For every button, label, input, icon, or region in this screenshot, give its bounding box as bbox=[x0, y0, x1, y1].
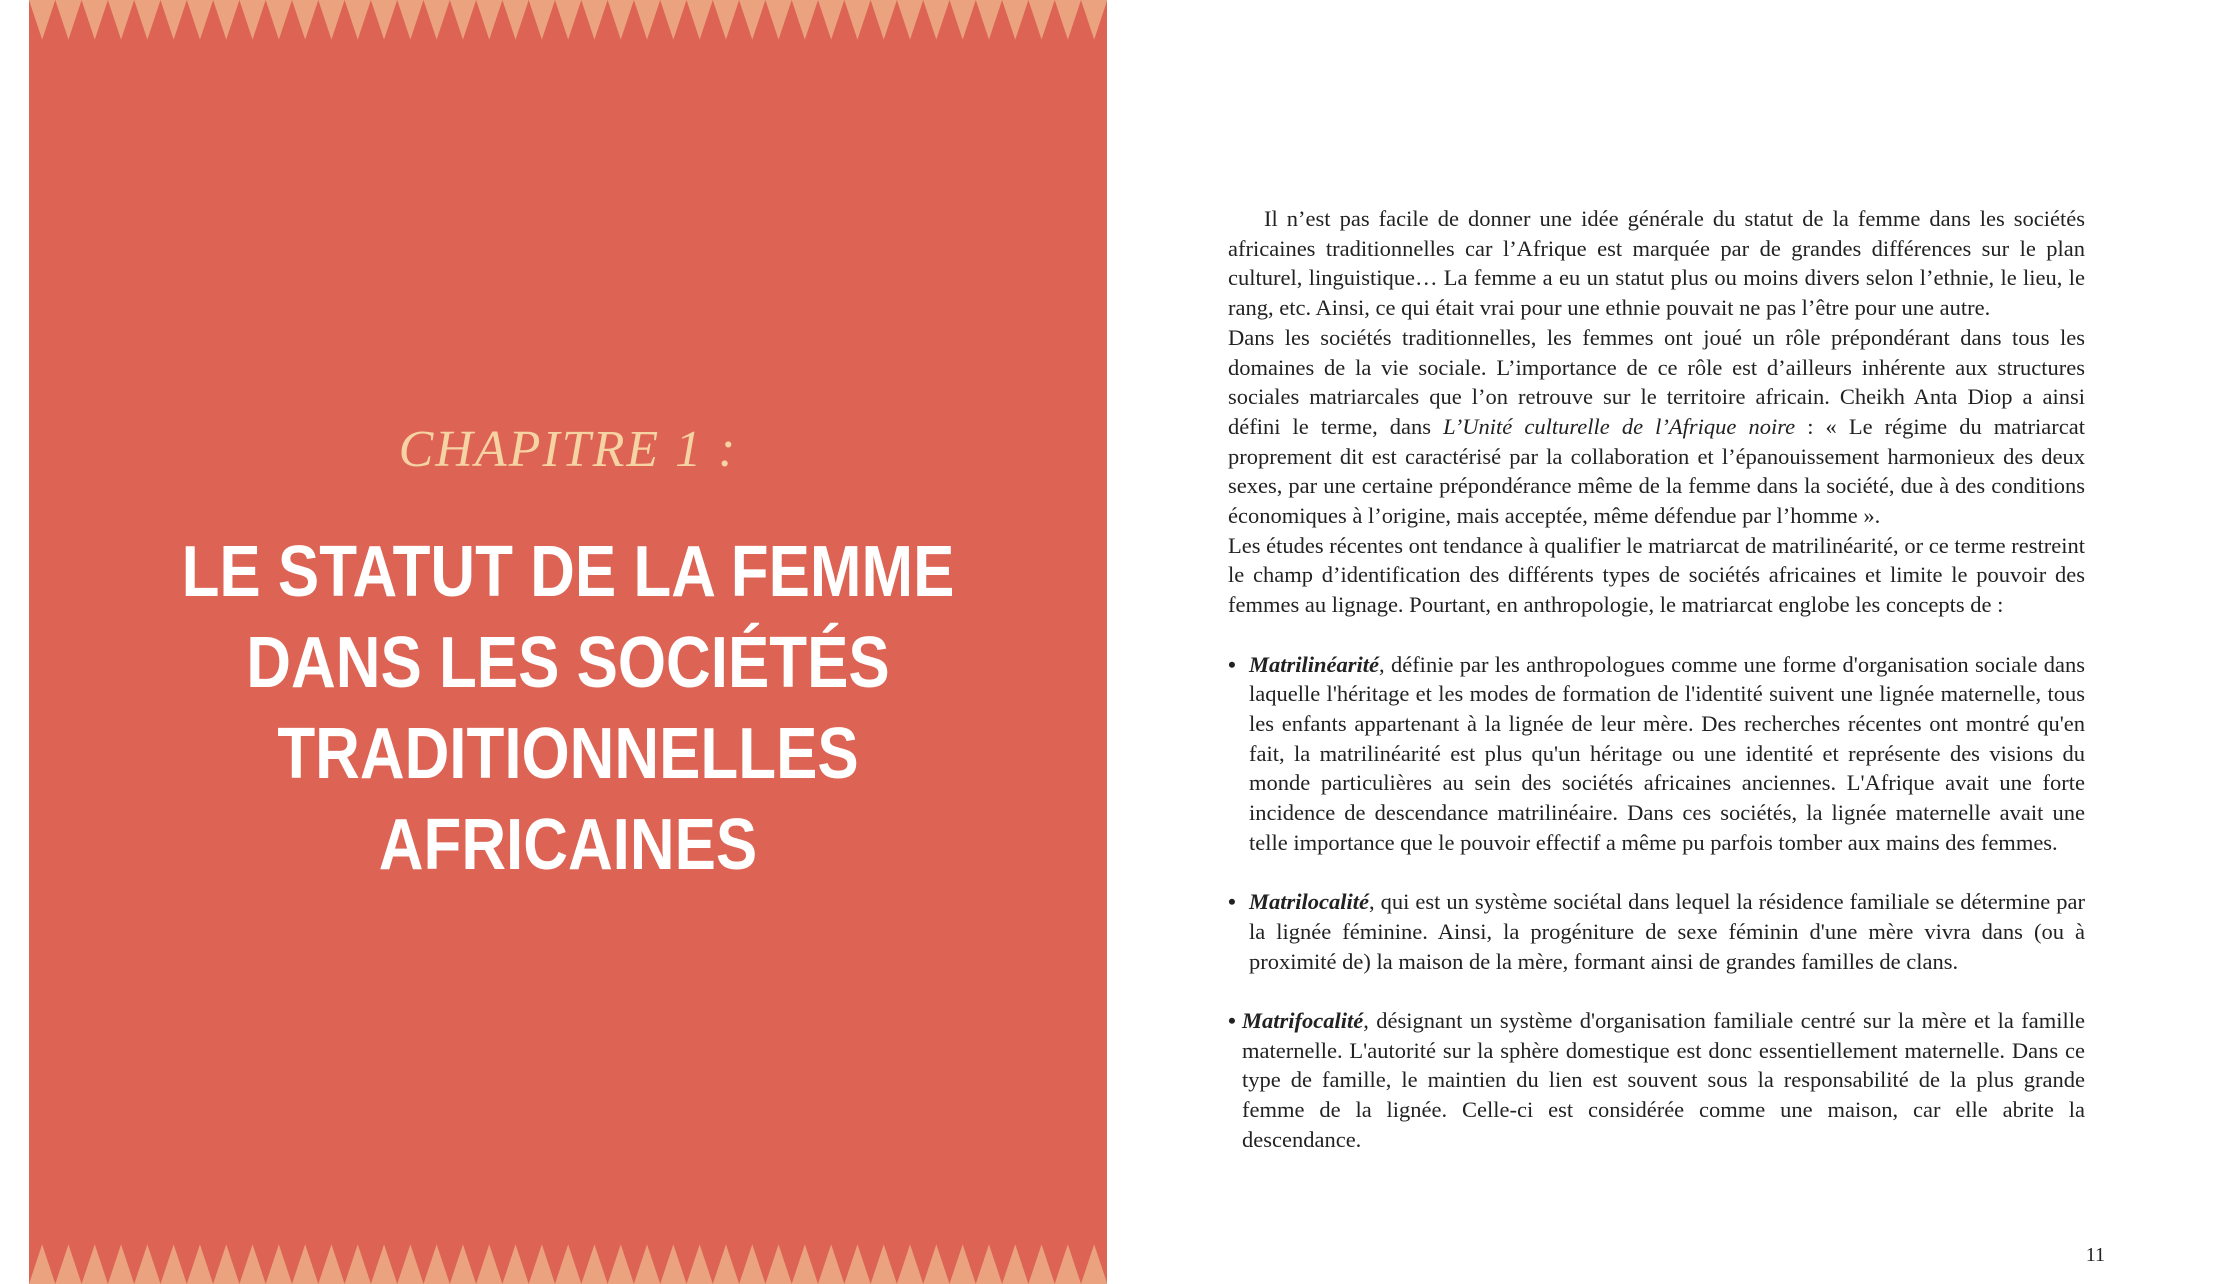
zigzag-tooth bbox=[1002, 0, 1028, 40]
zigzag-tooth bbox=[371, 0, 397, 40]
chapter-cover-page bbox=[29, 0, 1107, 1284]
zigzag-tooth bbox=[108, 1244, 134, 1284]
bullet-item bbox=[1228, 650, 2085, 858]
zigzag-tooth bbox=[397, 0, 423, 40]
zigzag-tooth bbox=[844, 1244, 870, 1284]
zigzag-tooth bbox=[660, 0, 686, 40]
zigzag-tooth bbox=[476, 0, 502, 40]
zigzag-tooth bbox=[397, 1244, 423, 1284]
zigzag-tooth bbox=[345, 1244, 371, 1284]
zigzag-tooth bbox=[818, 1244, 844, 1284]
body-text bbox=[1228, 204, 2085, 1154]
zigzag-tooth bbox=[345, 0, 371, 40]
zigzag-tooth bbox=[976, 1244, 1002, 1284]
paragraph: Les études récentes ont tendance à qualifier le matriarcat de matrilinéarité, or ce terme restreint le champ d’identification des différents types de sociétés africaines et limite le pouvoir des femmes au lignage. Pourtant, en anthropologie, le matriarcat englobe les concepts de : bbox=[1228, 532, 2085, 618]
zigzag-tooth bbox=[29, 1244, 55, 1284]
zigzag-tooth bbox=[950, 1244, 976, 1284]
zigzag-tooth bbox=[134, 0, 160, 40]
zigzag-tooth bbox=[213, 0, 239, 40]
zigzag-tooth bbox=[161, 0, 187, 40]
bullet-text: , définie par les anthropologues comme une forme d'organisation sociale dans laquelle l'héritage et les modes de formation de l'identité suivent une lignée maternelle, tous les enfants appartenant à la lignée de leur mère. Des recherches récentes ont montré qu'en fait, la matrilinéarité est plus qu'un héritage ou une identité et représente des visions du monde particulières au sein des sociétés africaines anciennes. L'Afrique avait une forte incidence de descendance matrilinéaire. Dans ces sociétés, la lignée maternelle avait une telle importance que le pouvoir effectif a même pu parfois tomber aux mains des femmes. bbox=[1249, 651, 2085, 855]
zigzag-tooth bbox=[1081, 0, 1107, 40]
zigzag-tooth bbox=[555, 0, 581, 40]
zigzag-tooth bbox=[529, 1244, 555, 1284]
zigzag-tooth bbox=[765, 1244, 791, 1284]
zigzag-tooth bbox=[950, 0, 976, 40]
zigzag-tooth bbox=[1081, 1244, 1107, 1284]
zigzag-tooth bbox=[266, 1244, 292, 1284]
zigzag-tooth bbox=[660, 1244, 686, 1284]
bullet-term: Matrilinéarité bbox=[1249, 651, 1380, 677]
zigzag-tooth bbox=[581, 1244, 607, 1284]
zigzag-tooth bbox=[1055, 1244, 1081, 1284]
chapter-title-line: AFRICAINES bbox=[378, 805, 758, 885]
zigzag-tooth bbox=[476, 1244, 502, 1284]
top-zigzag-border bbox=[29, 0, 1107, 44]
chapter-title bbox=[181, 527, 955, 891]
zigzag-tooth bbox=[213, 1244, 239, 1284]
paragraph-text: : « Le régime du matriarcat proprement dit est caractérisé par la collaboration et l’épanouissement harmonieux des deux sexes, par une certaine prépondérance même de la femme dans la société, due à des conditions économiques à l’origine, mais acceptée, même défendue par l’homme ». bbox=[1228, 413, 2085, 529]
zigzag-tooth bbox=[687, 0, 713, 40]
zigzag-tooth bbox=[239, 1244, 265, 1284]
zigzag-tooth bbox=[555, 1244, 581, 1284]
zigzag-tooth bbox=[55, 0, 81, 40]
zigzag-tooth bbox=[529, 0, 555, 40]
zigzag-tooth bbox=[608, 0, 634, 40]
bullet-text: , qui est un système sociétal dans lequel la résidence familiale se détermine par la lignée féminine. Ainsi, la progéniture de sexe féminin d'une mère vivra dans (ou à proximité de) la maison de la mère, formant ainsi de grandes familles de clans. bbox=[1249, 889, 2085, 974]
zigzag-tooth bbox=[976, 0, 1002, 40]
zigzag-tooth bbox=[450, 1244, 476, 1284]
zigzag-tooth bbox=[29, 0, 55, 40]
zigzag-tooth bbox=[634, 1244, 660, 1284]
zigzag-tooth bbox=[1028, 1244, 1054, 1284]
zigzag-tooth bbox=[818, 0, 844, 40]
zigzag-tooth bbox=[318, 1244, 344, 1284]
zigzag-tooth bbox=[765, 0, 791, 40]
page-number: 11 bbox=[2085, 1244, 2105, 1266]
text-page bbox=[1107, 0, 2220, 1284]
zigzag-tooth bbox=[292, 1244, 318, 1284]
bullet-term: Matrilocalité bbox=[1249, 889, 1369, 915]
zigzag-tooth bbox=[450, 0, 476, 40]
zigzag-tooth bbox=[739, 0, 765, 40]
zigzag-tooth bbox=[739, 1244, 765, 1284]
bullet-dot: • bbox=[1228, 889, 1236, 915]
zigzag-tooth bbox=[239, 0, 265, 40]
paragraph-text: Dans les sociétés traditionnelles, les femmes ont joué un rôle prépondérant dans tous les domaines de la vie sociale. L’importance de ce rôle est d’ailleurs inhérente aux structures sociales matriarcales que l’on retrouve sur le territoire africain. Cheikh Anta Diop a ainsi défini le terme, dans bbox=[1228, 324, 2085, 439]
chapter-title-line: DANS LES SOCIÉTÉS bbox=[246, 623, 890, 703]
bullet-term: Matrifocalité bbox=[1242, 1007, 1364, 1033]
chapter-label: CHAPITRE 1 : bbox=[398, 421, 738, 478]
zigzag-tooth bbox=[897, 1244, 923, 1284]
zigzag-tooth bbox=[318, 0, 344, 40]
bullet-item bbox=[1228, 887, 2085, 976]
zigzag-tooth bbox=[687, 1244, 713, 1284]
zigzag-tooth bbox=[502, 0, 528, 40]
zigzag-tooth bbox=[424, 1244, 450, 1284]
bottom-zigzag-border bbox=[29, 1240, 1107, 1284]
zigzag-tooth bbox=[82, 1244, 108, 1284]
zigzag-tooth bbox=[897, 0, 923, 40]
paragraph: Il n’est pas facile de donner une idée générale du statut de la femme dans les sociétés africaines traditionnelles car l’Afrique est marquée par de grandes différences sur le plan culturel, linguistique… La femme a eu un statut plus ou moins divers selon l’ethnie, le lieu, le rang, etc. Ainsi, ce qui était vrai pour une ethnie pouvait ne pas l’être pour une autre. bbox=[1228, 206, 2085, 321]
zigzag-tooth bbox=[1055, 0, 1081, 40]
zigzag-tooth bbox=[266, 0, 292, 40]
bullet-item bbox=[1228, 1006, 2085, 1155]
zigzag-tooth bbox=[108, 0, 134, 40]
zigzag-tooth bbox=[581, 0, 607, 40]
zigzag-tooth bbox=[923, 1244, 949, 1284]
zigzag-tooth bbox=[713, 0, 739, 40]
zigzag-tooth bbox=[187, 1244, 213, 1284]
zigzag-tooth bbox=[1002, 1244, 1028, 1284]
zigzag-tooth bbox=[871, 0, 897, 40]
bullet-text: , désignant un système d'organisation familiale centré sur la mère et la famille maternelle. L'autorité sur la sphère domestique est donc essentiellement maternelle. Dans ce type de famille, le maintien du lien est souvent sous la responsabilité de la plus grande femme de la lignée. Celle-ci est considérée comme une maison, car elle abrite la descendance. bbox=[1242, 1007, 2085, 1152]
zigzag-tooth bbox=[792, 1244, 818, 1284]
zigzag-tooth bbox=[371, 1244, 397, 1284]
zigzag-tooth bbox=[55, 1244, 81, 1284]
zigzag-tooth bbox=[292, 0, 318, 40]
zigzag-tooth bbox=[713, 1244, 739, 1284]
zigzag-tooth bbox=[161, 1244, 187, 1284]
chapter-title-line: LE STATUT DE LA FEMME bbox=[181, 532, 955, 612]
zigzag-tooth bbox=[871, 1244, 897, 1284]
book-title: L’Unité culturelle de l’Afrique noire bbox=[1443, 413, 1796, 439]
chapter-title-line: TRADITIONNELLES bbox=[277, 714, 859, 794]
bullet-dot: • bbox=[1228, 1007, 1236, 1033]
bullet-dot: • bbox=[1228, 651, 1236, 677]
zigzag-tooth bbox=[502, 1244, 528, 1284]
zigzag-tooth bbox=[923, 0, 949, 40]
zigzag-tooth bbox=[844, 0, 870, 40]
zigzag-tooth bbox=[1028, 0, 1054, 40]
zigzag-tooth bbox=[634, 0, 660, 40]
zigzag-tooth bbox=[82, 0, 108, 40]
zigzag-tooth bbox=[424, 0, 450, 40]
zigzag-tooth bbox=[608, 1244, 634, 1284]
chapter-heading bbox=[29, 420, 1107, 891]
zigzag-tooth bbox=[187, 0, 213, 40]
zigzag-tooth bbox=[792, 0, 818, 40]
zigzag-tooth bbox=[134, 1244, 160, 1284]
paragraph bbox=[1228, 323, 2085, 531]
